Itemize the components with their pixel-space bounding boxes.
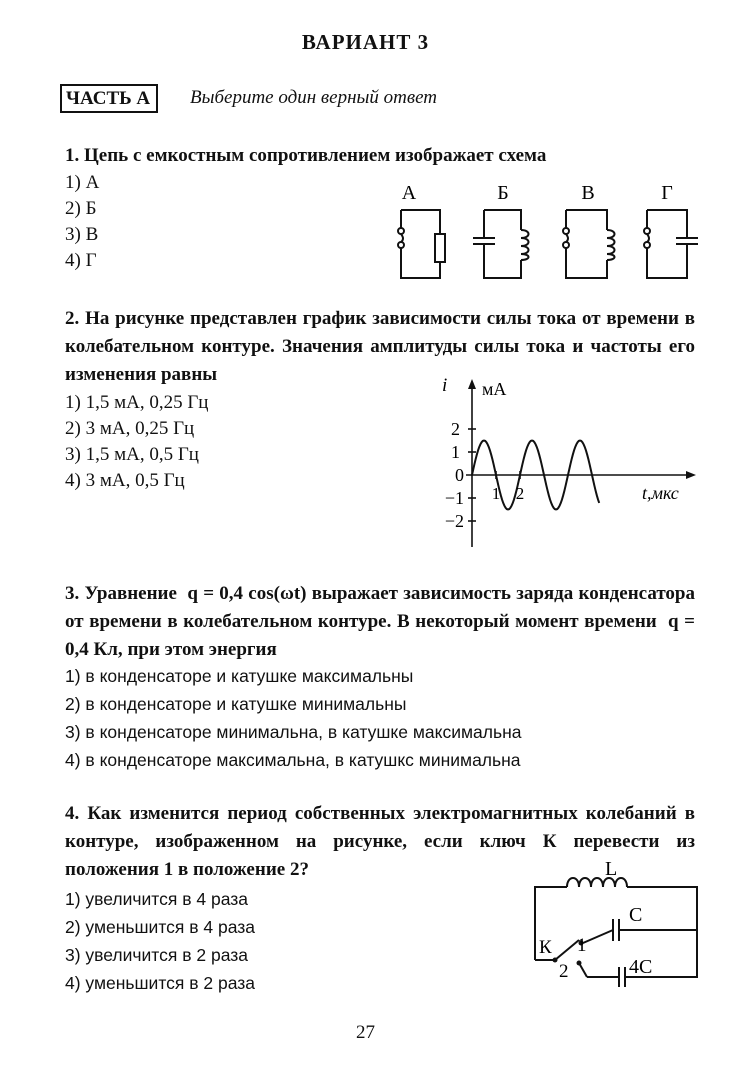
y-tick: 2 [451,419,460,439]
option[interactable]: 4) в конденсаторе максимальна, в катушкс минимальна [65,750,521,770]
question-1-text: 1. Цепь с емкостным сопротивлением изображает схема [65,145,547,166]
position-1-label: 1 [577,935,587,956]
option[interactable]: 2) 3 мА, 0,25 Гц [65,418,195,439]
option[interactable]: 3) 1,5 мА, 0,5 Гц [65,444,199,465]
circuit-diagram-q4 [525,855,710,990]
key-label: К [539,937,552,958]
question-1-options [65,170,99,274]
option[interactable]: 3) увеличится в 2 раза [65,945,248,965]
option[interactable]: 1) 1,5 мА, 0,25 Гц [65,392,209,413]
option[interactable]: 4) уменьшится в 2 раза [65,973,256,993]
page-number: 27 [356,1022,375,1043]
option[interactable]: 3) в конденсаторе минимальна, в катушке максимальна [65,722,522,742]
circuit-b [473,210,529,278]
option[interactable]: 4) Г [65,250,97,271]
option[interactable]: 1) в конденсаторе и катушке максимальны [65,666,414,686]
option[interactable]: 2) в конденсаторе и катушке минимальны [65,694,407,714]
question-3-text [65,580,695,664]
capacitor-4c-label: 4C [629,956,653,978]
page-title: ВАРИАНТ 3 [301,30,430,54]
question-2-options [65,390,208,494]
option[interactable]: 4) 3 мА, 0,5 Гц [65,470,185,491]
q3-text-rest: выражает зависимость заряда конденсатора от времени в колебательном контуре. В некоторый момент времени [65,583,695,632]
q3-equation: q = 0,4 cos(ωt) [187,583,307,604]
question-3-options [65,662,522,774]
circuit-d-label: Г [661,182,673,204]
q3-intro: 3. Уравнение [65,583,177,604]
option[interactable]: 1) увеличится в 4 раза [65,889,248,909]
q3-condition: q = 0,4 Кл, [65,611,696,660]
circuit-diagrams-q1 [385,180,705,285]
circuit-a-label: А [401,182,417,204]
option[interactable]: 2) уменьшится в 4 раза [65,917,256,937]
inductor-label: L [605,858,618,880]
circuit-c-label: В [581,182,595,204]
y-tick: −2 [444,511,464,531]
y-tick: 0 [455,465,464,485]
circuit-b-label: Б [497,182,509,204]
x-tick: 2 [515,484,525,503]
question-2-stem: 2. На рисунке представлен график зависимости силы тока от времени в колебательном контуре. Значения амплитуды силы тока и частоты его изменения равны [65,308,695,385]
current-graph [430,375,705,555]
option[interactable]: 2) Б [65,198,97,219]
circuit-a [398,210,445,278]
part-instruction: Выберите один верный ответ [190,87,437,108]
option[interactable]: 1) А [65,172,100,193]
part-label: ЧАСТЬ А [60,84,158,113]
question-4-options [65,885,255,997]
x-tick: 1 [491,484,501,503]
y-var-label: i [442,375,448,396]
capacitor-c-label: C [629,904,643,926]
y-tick: 1 [451,442,460,462]
y-unit-label: мА [482,379,507,399]
circuit-d [644,210,698,278]
q4-stem: 4. Как изменится период собственных электромагнитных колебаний в контуре, изображенном на рисунке, если ключ К перевести из положения 1 в положение 2? [65,803,695,880]
y-tick: −1 [444,488,464,508]
x-axis-label: t,мкс [642,483,679,503]
option[interactable]: 3) В [65,224,99,245]
position-2-label: 2 [559,961,569,982]
q3-text-end: при этом энергия [127,639,277,660]
circuit-c [563,210,615,278]
